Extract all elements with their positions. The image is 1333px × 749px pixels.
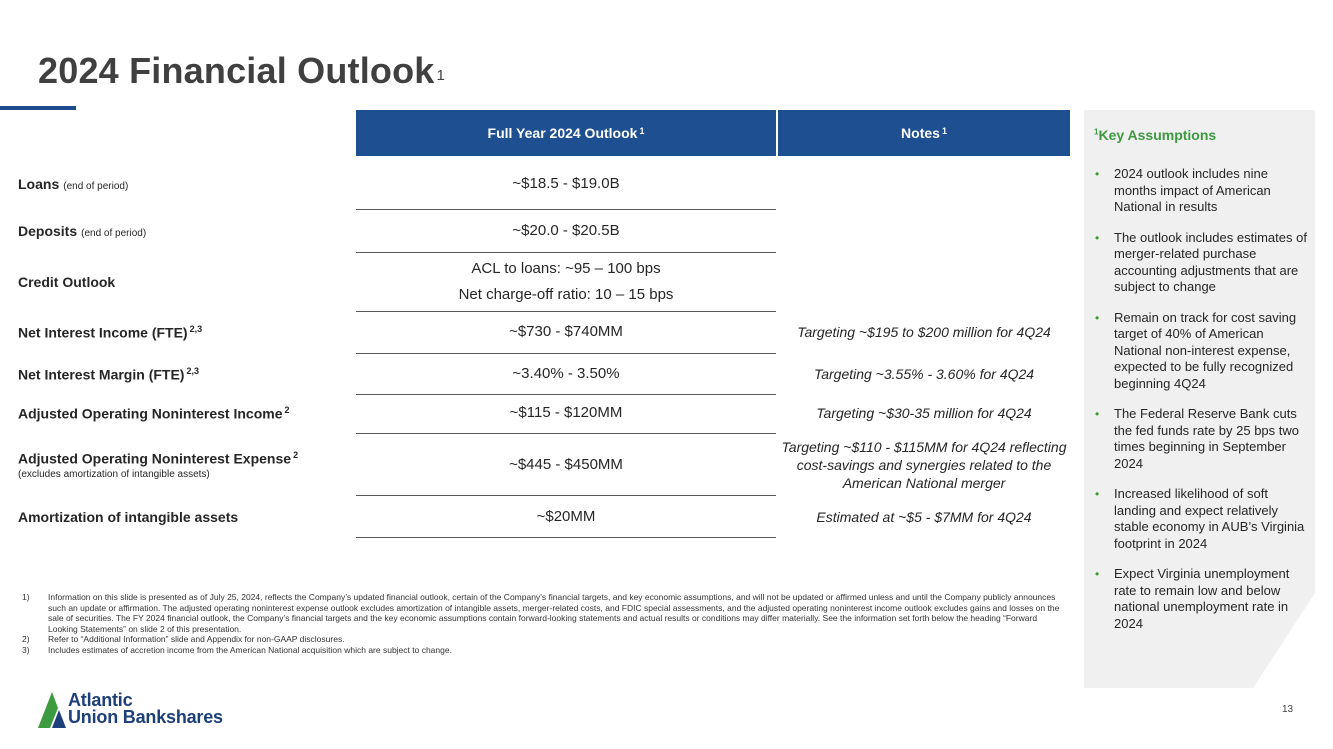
- footnotes: [22, 592, 1067, 656]
- note-net-interest-margin: Targeting ~3.55% - 3.60% for 4Q24: [813, 366, 1035, 382]
- header-notes: Notes $^1$: [778, 110, 1070, 156]
- row-divider: [356, 433, 776, 434]
- key-assumptions-list: [1094, 166, 1310, 646]
- value-net-interest-margin: ~3.40% - 3.50%: [512, 365, 620, 382]
- list-item: • The outlook includes estimates of merger-related purchase accounting adjustments that are subject to change: [1095, 229, 1307, 294]
- value-credit-outlook: ACL to loans: ~95 – 100 bps Net charge-off ratio: 10 – 15 bps: [458, 260, 674, 303]
- footnote: 1) Information on this slide is presented as of July 25, 2024, reflects the Company’s updated financial outlook, certain of the Company’s financial targets, and key economic assumptions, and will not be updated or affirmed unless and until the Company publicly announces such an update or affirmation. The adjusted operating noninterest expense outlook excludes amortization of intangible assets, merger-related costs, and FDIC special assessments, and the adjusted operating noninterest income outlook excludes gains and losses on the sale of securities. The FY 2024 financial outlook, the Company’s financial targets and the key economic assumptions contain forward-looking statements and actual results or conditions may differ materially. See the information set forth below the heading “Forward Looking Statements” on slide 2 of this presentation.: [22, 592, 1060, 634]
- key-assumptions-title: $^1$Key Assumptions: [1094, 127, 1217, 143]
- list-item: • Remain on track for cost saving target of 40% of American National non-interest expense, expected to be fully recognized beginning 4Q24: [1095, 309, 1297, 391]
- list-item: • Increased likelihood of soft landing and expect relatively stable economy in AUB’s Virginia footprint in 2024: [1095, 486, 1305, 551]
- panel-corner-cut: [1253, 593, 1315, 688]
- note-adj-noninterest-expense: Targeting ~$110 - $115MM for 4Q24 reflecting cost-savings and synergies related to the American National merger: [781, 439, 1067, 491]
- company-logo: [38, 690, 223, 728]
- row-label-net-interest-income: Net Interest Income (FTE) $^{2,3}$: [18, 323, 203, 341]
- list-item: • 2024 outlook includes nine months impact of American National in results: [1095, 166, 1271, 214]
- value-net-interest-income: ~$730 - $740MM: [509, 323, 623, 340]
- page-title: 2024 Financial Outlook $^1$: [38, 50, 446, 91]
- bullet-icon: •: [1095, 230, 1100, 245]
- bullet-icon: •: [1095, 567, 1100, 581]
- row-label-amortization: Amortization of intangible assets: [18, 509, 239, 525]
- note-adj-noninterest-income: Targeting ~$30-35 million for 4Q24: [816, 405, 1032, 421]
- row-divider: [356, 252, 776, 253]
- company-name: Atlantic Union Bankshares: [68, 690, 223, 727]
- row-label-deposits: Deposits (end of period): [18, 223, 147, 239]
- row-divider: [356, 495, 776, 496]
- page-number: 13: [1282, 704, 1294, 715]
- row-label-credit-outlook: Credit Outlook: [18, 274, 116, 290]
- note-amortization: Estimated at ~$5 - $7MM for 4Q24: [816, 509, 1032, 525]
- title-footnote-ref: 1: [436, 67, 446, 84]
- note-net-interest-income: Targeting ~$195 to $200 million for 4Q24: [797, 324, 1051, 340]
- key-assumptions-panel: [1084, 110, 1315, 688]
- bullet-icon: •: [1095, 487, 1100, 501]
- row-label-loans: Loans (end of period): [18, 176, 129, 192]
- bullet-icon: •: [1095, 407, 1100, 421]
- row-divider: [356, 537, 776, 538]
- value-deposits: ~$20.0 - $20.5B: [512, 222, 620, 239]
- list-item: • The Federal Reserve Bank cuts the fed funds rate by 25 bps two times beginning in September 2024: [1095, 406, 1300, 471]
- row-label-adj-noninterest-expense: Adjusted Operating Noninterest Expense $^2$ (excludes amortization of intangible assets): [18, 450, 299, 480]
- footnote: 3) Includes estimates of accretion income from the American National acquisition which are subject to change.: [22, 644, 452, 655]
- row-label-net-interest-margin: Net Interest Margin (FTE) $^{2,3}$: [18, 365, 199, 383]
- row-label-adj-noninterest-income: Adjusted Operating Noninterest Income $^2$: [18, 404, 290, 422]
- atlantic-union-logo-mark-icon: [38, 690, 66, 728]
- list-item: • Expect Virginia unemployment rate to remain low and below national unemployment rate in 2024: [1095, 566, 1290, 631]
- value-loans: ~$18.5 - $19.0B: [512, 175, 620, 192]
- footnote: 2) Refer to “Additional Information” slide and Appendix for non-GAAP disclosures.: [22, 634, 345, 645]
- header-outlook: Full Year 2024 Outlook $^1$: [356, 110, 776, 156]
- title-underline: [0, 106, 76, 110]
- bullet-icon: •: [1095, 310, 1100, 325]
- bullet-icon: •: [1095, 167, 1100, 181]
- value-amortization: ~$20MM: [536, 508, 596, 525]
- value-adj-noninterest-income: ~$115 - $120MM: [509, 404, 623, 421]
- value-adj-noninterest-expense: ~$445 - $450MM: [509, 456, 623, 473]
